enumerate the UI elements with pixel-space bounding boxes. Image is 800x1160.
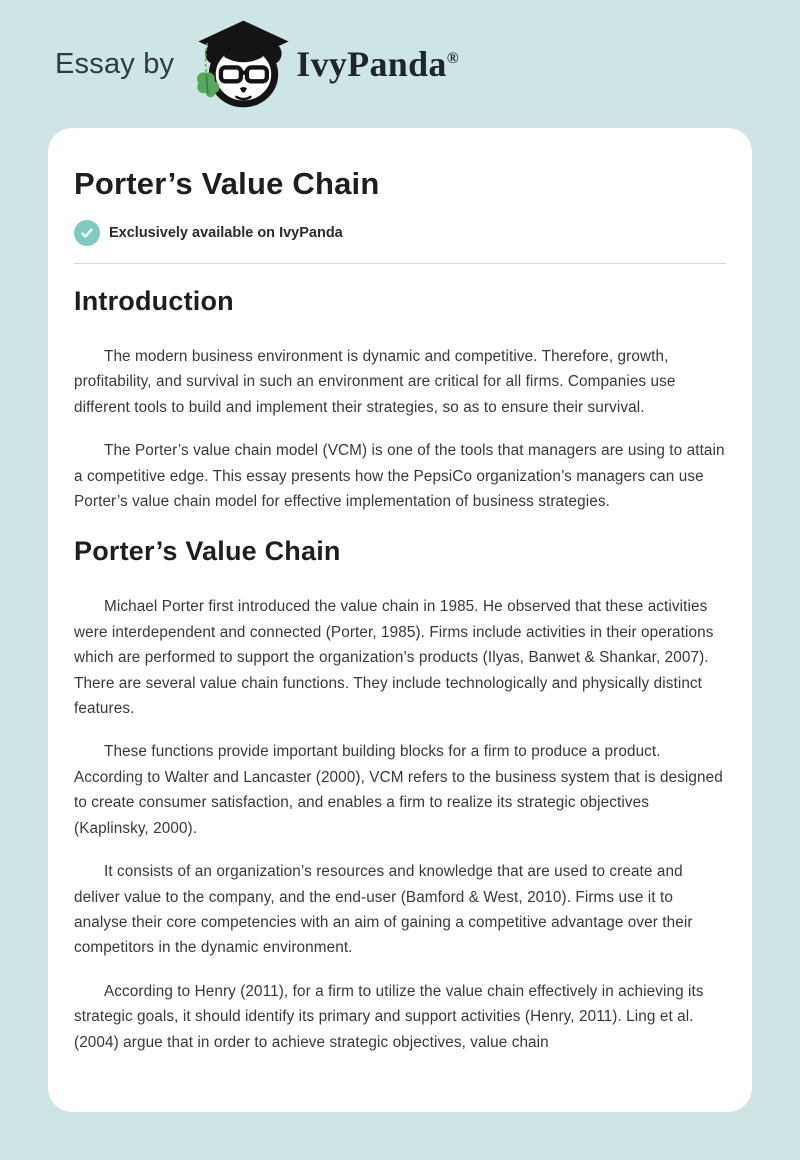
paragraph: The Porter’s value chain model (VCM) is one of the tools that managers are using to attain a competitive edge. This essay presents how the PepsiCo organization’s managers can use Porter’s value chain model for effective implementation of business strategies. <box>74 442 725 511</box>
checkmark-icon <box>74 220 100 246</box>
exclusive-badge <box>74 220 726 246</box>
paragraph: According to Henry (2011), for a firm to utilize the value chain effectively in achieving its strategic goals, it should identify its primary and support activities (Henry, 2011). Ling et al. (2004) argue that in order to achieve strategic objectives, value chain <box>74 982 704 1051</box>
exclusive-badge-label: Exclusively available on IvyPanda <box>109 225 343 241</box>
paragraph: The modern business environment is dynamic and competitive. Therefore, growth, profitability, and survival in such an environment are critical for all firms. Companies use different tools to build and implement their strategies, so as to ensure their survival. <box>74 348 676 416</box>
section-heading-porters-value-chain: Porter’s Value Chain <box>74 536 341 567</box>
brand-name <box>296 43 459 85</box>
essay-card <box>48 128 752 1112</box>
section-heading-introduction: Introduction <box>74 286 234 316</box>
paragraph: Michael Porter first introduced the value chain in 1985. He observed that these activities were interdependent and connected (Porter, 1985). Firms include activities in their operations which are performed to support the organization’s products (Ilyas, Banwet & Shankar, 2007). There are several value chain functions. They include technologically and physically distinct features. <box>74 598 714 718</box>
ivypanda-logo <box>188 18 292 110</box>
essay-title: Porter’s Value Chain <box>74 166 380 201</box>
registered-mark: ® <box>446 50 459 67</box>
paragraph: These functions provide important building blocks for a firm to produce a product. According to Walter and Lancaster (2000), VCM refers to the business system that is designed to create consumer satisfaction, and enables a firm to realize its strategic objectives (Kaplinsky, 2000). <box>74 743 723 837</box>
essay-by-label: Essay by <box>55 47 175 80</box>
brand-text: IvyPanda <box>296 44 447 84</box>
divider <box>74 263 726 264</box>
panda-graduate-icon <box>188 18 292 110</box>
page-header <box>0 0 800 128</box>
paragraph: It consists of an organization’s resources and knowledge that are used to create and deliver value to the company, and the end-user (Bamford & West, 2010). Firms use it to analyse their core competencies with an aim of gaining a competitive advantage over their competitors in the dynamic environment. <box>74 863 693 957</box>
